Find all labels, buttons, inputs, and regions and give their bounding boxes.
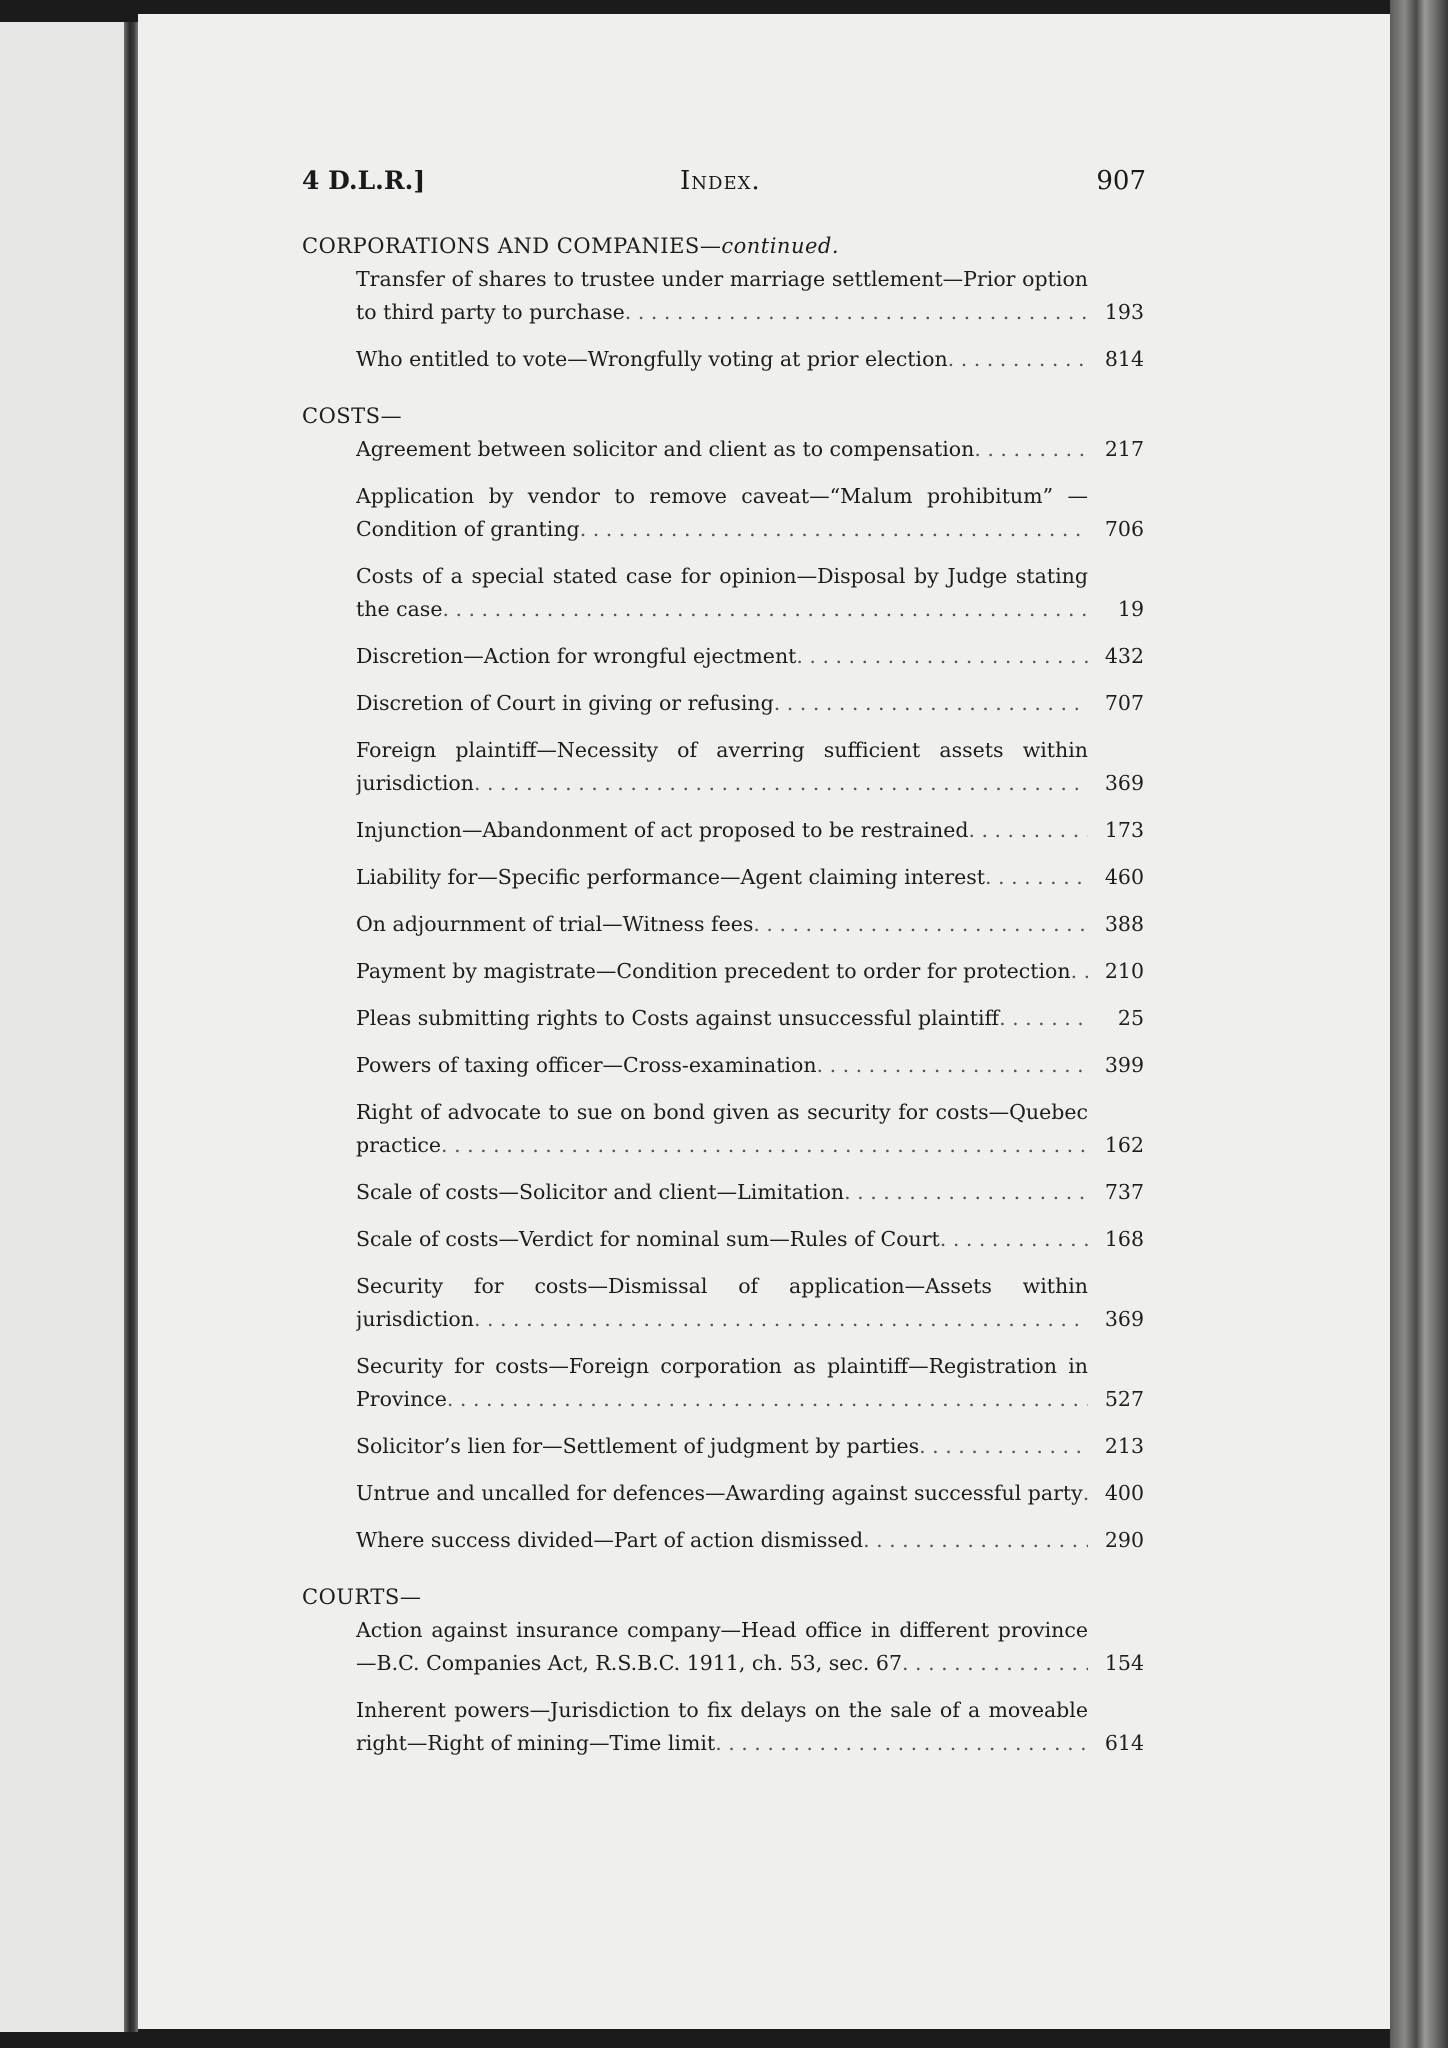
section-heading: COURTS—	[302, 1585, 422, 1609]
entry-text: Powers of taxing officer—Cross-examination . . .	[356, 1049, 1088, 1082]
section-heading: COSTS—	[302, 404, 403, 428]
page-title: Index.	[680, 166, 761, 196]
index-entry	[356, 1176, 1144, 1209]
entry-text: Costs of a special stated case for opinion—Disposal by Judge stating the case . . .	[356, 560, 1088, 626]
index-entry	[356, 814, 1144, 847]
entry-text: Foreign plaintiff—Necessity of averring sufficient assets within jurisdiction . . .	[356, 734, 1088, 800]
index-entry	[356, 640, 1144, 673]
entry-text: Scale of costs—Solicitor and client—Limitation . . .	[356, 1176, 1088, 1209]
index-entry	[356, 1002, 1144, 1035]
index-entry	[356, 1477, 1144, 1510]
entry-page: 399	[1104, 1053, 1144, 1077]
heading-text: CORPORATIONS AND COMPANIES—	[302, 234, 722, 258]
index-entry	[356, 1049, 1144, 1082]
page-edges	[1390, 0, 1448, 2048]
page-header	[302, 166, 1146, 206]
running-head: 4 D.L.R.]	[302, 166, 426, 195]
index-entry	[356, 1350, 1144, 1416]
entry-list	[356, 263, 1144, 376]
entry-page: 369	[1104, 771, 1144, 795]
entry-page: 217	[1104, 437, 1144, 461]
entry-page: 210	[1104, 959, 1144, 983]
entry-text: Transfer of shares to trustee under marriage settlement—Prior option to third party to purchase . . .	[356, 263, 1088, 329]
entry-list	[356, 1614, 1144, 1760]
entry-page: 173	[1104, 818, 1144, 842]
entry-text: Right of advocate to sue on bond given as security for costs—Quebec practice . . .	[356, 1096, 1088, 1162]
entry-page: 19	[1117, 597, 1144, 621]
entry-text: Solicitor’s lien for—Settlement of judgment by parties . . .	[356, 1430, 1088, 1463]
entry-page: 706	[1104, 517, 1144, 541]
entry-page: 400	[1104, 1481, 1144, 1505]
index-entry	[356, 480, 1144, 546]
entry-page: 527	[1104, 1387, 1144, 1411]
entry-page: 290	[1104, 1528, 1144, 1552]
entry-list	[356, 433, 1144, 1557]
index-entry	[356, 1096, 1144, 1162]
entry-page: 814	[1104, 347, 1144, 371]
index-entry	[356, 263, 1144, 329]
index-entry	[356, 861, 1144, 894]
entry-text: Discretion—Action for wrongful ejectment . . .	[356, 640, 1088, 673]
entry-page: 460	[1104, 865, 1144, 889]
index-entry	[356, 343, 1144, 376]
entry-text: Untrue and uncalled for defences—Awarding against successful party . . .	[356, 1477, 1088, 1510]
section-costs	[302, 400, 1144, 1557]
entry-text: Action against insurance company—Head office in different province—B.C. Companies Act, R.S.B.C. 1911, ch. 53, sec. 67 . . .	[356, 1614, 1088, 1680]
index-entry	[356, 1430, 1144, 1463]
entry-page: 213	[1104, 1434, 1144, 1458]
entry-text: Injunction—Abandonment of act proposed to be restrained . . .	[356, 814, 1088, 847]
entry-text: Application by vendor to remove caveat—“Malum prohibitum” —Condition of granting . . .	[356, 480, 1088, 546]
entry-text: Who entitled to vote—Wrongfully voting at prior election . . .	[356, 343, 1088, 376]
entry-page: 154	[1104, 1651, 1144, 1675]
index-entry	[356, 433, 1144, 466]
index-entry	[356, 955, 1144, 988]
entry-page: 162	[1104, 1133, 1144, 1157]
page-number: 907	[1096, 166, 1146, 196]
section-courts	[302, 1581, 1144, 1760]
index-entry	[356, 1223, 1144, 1256]
index-entry	[356, 1694, 1144, 1760]
section-corporations	[302, 230, 1144, 376]
entry-page: 25	[1117, 1006, 1144, 1030]
index-entry	[356, 734, 1144, 800]
entry-page: 388	[1104, 912, 1144, 936]
section-heading	[302, 230, 1144, 263]
entry-text: Discretion of Court in giving or refusing . . .	[356, 687, 1088, 720]
index-entry	[356, 1270, 1144, 1336]
entry-text: Where success divided—Part of action dismissed . . .	[356, 1524, 1088, 1557]
facing-page	[0, 22, 132, 2032]
index-entry	[356, 1614, 1144, 1680]
entry-text: Security for costs—Foreign corporation as plaintiff—Registration in Province . . .	[356, 1350, 1088, 1416]
entry-text: Liability for—Specific performance—Agent claiming interest . . .	[356, 861, 1088, 894]
entry-text: Agreement between solicitor and client as to compensation . . .	[356, 433, 1088, 466]
index-body	[302, 230, 1144, 1784]
entry-text: On adjournment of trial—Witness fees . . .	[356, 908, 1088, 941]
index-entry	[356, 908, 1144, 941]
entry-page: 432	[1104, 644, 1144, 668]
entry-text: Scale of costs—Verdict for nominal sum—Rules of Court . . .	[356, 1223, 1088, 1256]
entry-text: Security for costs—Dismissal of application—Assets within jurisdiction . . .	[356, 1270, 1088, 1336]
entry-page: 737	[1104, 1180, 1144, 1204]
entry-page: 707	[1104, 691, 1144, 715]
entry-text: Payment by magistrate—Condition precedent to order for protection . . .	[356, 955, 1088, 988]
entry-text: Pleas submitting rights to Costs against unsuccessful plaintiff . . .	[356, 1002, 1088, 1035]
entry-page: 168	[1104, 1227, 1144, 1251]
entry-text: Inherent powers—Jurisdiction to fix delays on the sale of a moveable right—Right of mining—Time limit . . .	[356, 1694, 1088, 1760]
entry-page: 614	[1104, 1731, 1144, 1755]
index-entry	[356, 687, 1144, 720]
entry-page: 369	[1104, 1307, 1144, 1331]
index-entry	[356, 1524, 1144, 1557]
book-gutter	[124, 22, 138, 2032]
entry-page: 193	[1104, 300, 1144, 324]
continued-label: continued.	[721, 234, 840, 258]
index-entry	[356, 560, 1144, 626]
